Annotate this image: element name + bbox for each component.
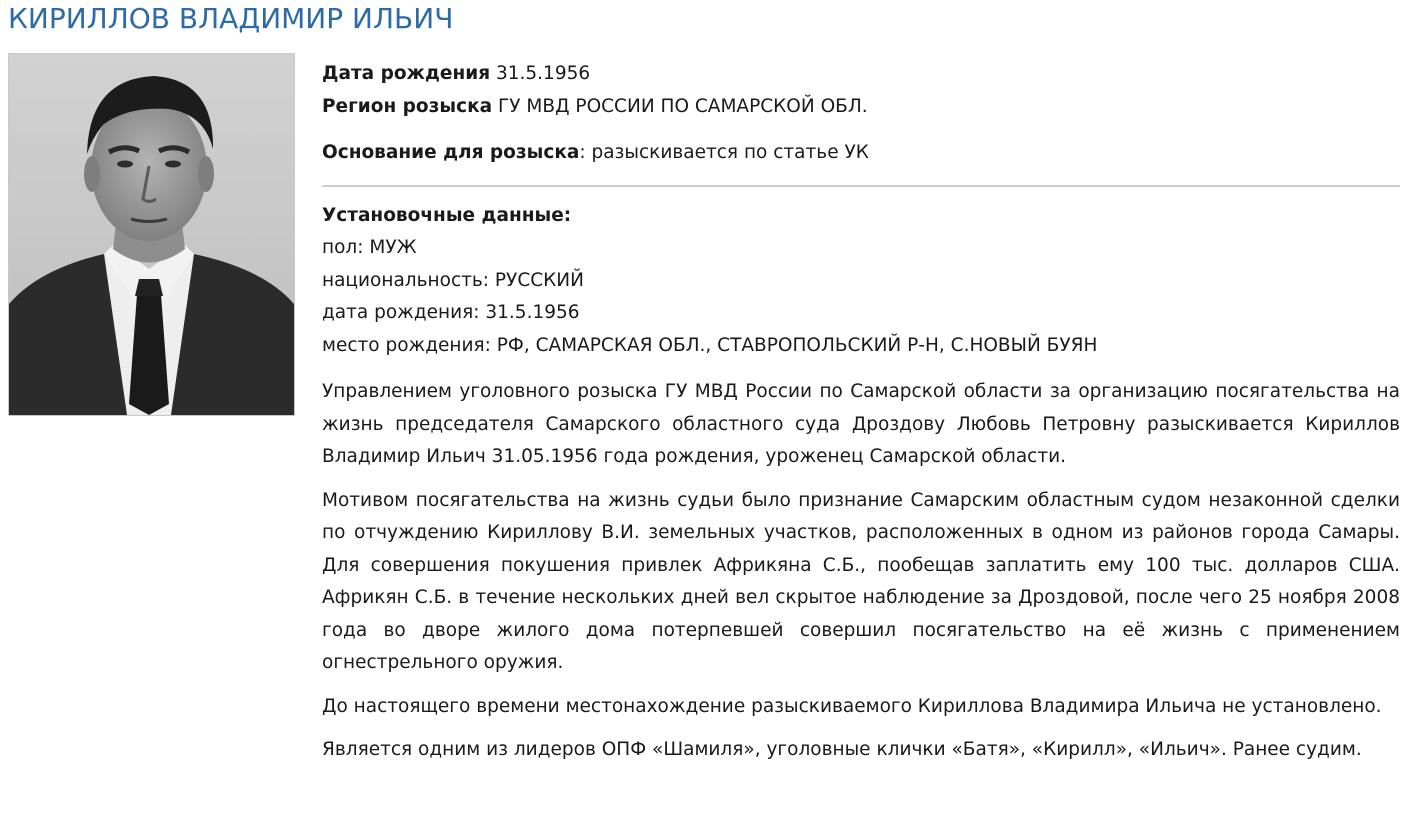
description-paragraph-2: Мотивом посягательства на жизнь судьи было признание Самарским областным судом незаконной сделки по отчуждению Кириллову В.И. земельных участков, расположенных в одном из районов города Самары. Для совершения покушения привлек Африкяна С.Б., пообещав заплатить ему 100 тыс. долларов США. Африкян С.Б. в течение нескольких дней вел скрытое наблюдение за Дроздовой, после чего 25 ноября 2008 года во дворе жилого дома потерпевшей совершил посягательство на её жизнь с применением огнестрельного оружия. — [322, 489, 1400, 673]
person-photo — [8, 53, 295, 416]
search-region-label: Регион розыска — [322, 95, 493, 117]
description-paragraph-1: Управлением уголовного розыска ГУ МВД России по Самарской области за организацию посягательства на жизнь председателя Самарского областного суда Дроздову Любовь Петровну разыскивается Кириллов Владимир Ильич 31.05.1956 года рождения, уроженец Самарской области. — [322, 381, 1400, 467]
search-basis-row — [322, 137, 1400, 170]
page-title: КИРИЛЛОВ ВЛАДИМИР ИЛЬИЧ — [8, 2, 454, 35]
identity-birth-place: место рождения: РФ, САМАРСКАЯ ОБЛ., СТАВРОПОЛЬСКИЙ Р-Н, С.НОВЫЙ БУЯН — [322, 334, 1098, 356]
identity-nationality: национальность: РУССКИЙ — [322, 269, 584, 291]
search-basis-value: : разыскивается по статье УК — [579, 142, 869, 163]
identity-birth-date: дата рождения: 31.5.1956 — [322, 302, 580, 323]
birth-date-row — [322, 58, 1400, 91]
birth-date-value: 31.5.1956 — [495, 63, 591, 84]
identity-sex: пол: МУЖ — [322, 237, 417, 258]
description-paragraph-4: Является одним из лидеров ОПФ «Шамиля», уголовные клички «Батя», «Кирилл», «Ильич». Ранее судим. — [322, 739, 1362, 760]
search-region-row — [322, 91, 1400, 124]
birth-date-label: Дата рождения — [322, 63, 491, 84]
section-divider — [322, 185, 1400, 187]
search-region-value: ГУ МВД РОССИИ ПО САМАРСКОЙ ОБЛ. — [498, 95, 868, 117]
search-basis-label: Основание для розыска — [322, 142, 580, 163]
identity-heading: Установочные данные: — [322, 204, 572, 226]
profile-content — [322, 58, 1400, 767]
description-paragraph-3: До настоящего времени местонахождение разыскиваемого Кириллова Владимира Ильича не установлено. — [322, 695, 1382, 717]
